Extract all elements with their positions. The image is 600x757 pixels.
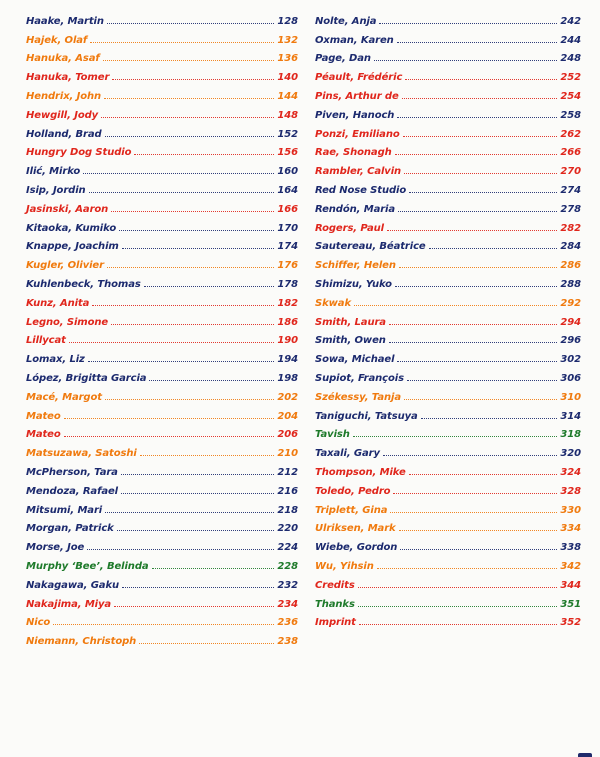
entry-name: Rogers, Paul <box>315 222 384 234</box>
entry-name: Kuhlenbeck, Thomas <box>26 278 141 290</box>
dot-leader <box>358 606 558 607</box>
dot-leader <box>403 136 558 137</box>
dot-leader <box>152 568 275 569</box>
entry-name: Hajek, Olaf <box>26 34 88 46</box>
entry-page-number: 244 <box>560 34 581 46</box>
entry-page-number: 278 <box>560 203 581 215</box>
entry-page-number: 254 <box>560 90 581 102</box>
entry-page-number: 351 <box>560 598 581 610</box>
entry-name: Triplett, Gina <box>315 504 388 516</box>
index-entry <box>26 102 298 121</box>
entry-page-number: 218 <box>277 504 298 516</box>
dot-leader <box>383 455 557 456</box>
entry-name: Péault, Frédéric <box>315 72 403 84</box>
index-entry <box>26 422 298 441</box>
entry-name: López, Brigitta Garcia <box>26 372 147 384</box>
entry-name: Smith, Owen <box>315 335 386 347</box>
index-entry <box>26 46 298 65</box>
dot-leader <box>64 436 275 437</box>
index-entry <box>315 591 581 610</box>
entry-page-number: 194 <box>277 354 298 366</box>
index-entry <box>26 215 298 234</box>
dot-leader <box>122 248 275 249</box>
entry-page-number: 270 <box>560 166 581 178</box>
dot-leader <box>405 79 557 80</box>
entry-name: Credits <box>315 579 355 591</box>
entry-name: Sautereau, Béatrice <box>315 241 426 253</box>
dot-leader <box>134 154 274 155</box>
dot-leader <box>103 60 275 61</box>
entry-page-number: 136 <box>277 53 298 65</box>
dot-leader <box>404 173 557 174</box>
entry-name: Hanuka, Asaf <box>26 53 100 65</box>
entry-name: Kugler, Olivier <box>26 260 104 272</box>
index-entry <box>315 309 581 328</box>
entry-name: Morgan, Patrick <box>26 523 114 535</box>
dot-leader <box>105 136 275 137</box>
entry-name: Knappe, Joachim <box>26 241 119 253</box>
entry-name: Kitaoka, Kumiko <box>26 222 117 234</box>
index-entry <box>315 440 581 459</box>
entry-name: Matsuzawa, Satoshi <box>26 448 137 460</box>
entry-name: Piven, Hanoch <box>315 109 395 121</box>
entry-page-number: 262 <box>560 128 581 140</box>
dot-leader <box>111 211 274 212</box>
dot-leader <box>101 117 274 118</box>
index-entry <box>315 534 581 553</box>
index-entry <box>315 346 581 365</box>
dot-leader <box>353 436 558 437</box>
index-entry <box>26 346 298 365</box>
entry-name: Niemann, Christoph <box>26 636 137 648</box>
entry-page-number: 266 <box>560 147 581 159</box>
dot-leader <box>69 342 275 343</box>
entry-page-number: 252 <box>560 72 581 84</box>
index-entry <box>315 271 581 290</box>
dot-leader <box>421 418 558 419</box>
entry-page-number: 286 <box>560 260 581 272</box>
entry-page-number: 302 <box>560 354 581 366</box>
dot-leader <box>139 643 274 644</box>
dot-leader <box>397 361 557 362</box>
index-entry <box>26 553 298 572</box>
dot-leader <box>429 248 558 249</box>
entry-page-number: 186 <box>277 316 298 328</box>
entry-page-number: 234 <box>277 598 298 610</box>
entry-page-number: 342 <box>560 560 581 572</box>
entry-page-number: 128 <box>277 15 298 27</box>
entry-page-number: 170 <box>277 222 298 234</box>
entry-name: Nakagawa, Gaku <box>26 579 120 591</box>
index-entry <box>26 196 298 215</box>
index-entry <box>26 234 298 253</box>
index-entry <box>26 516 298 535</box>
entry-page-number: 352 <box>560 617 581 629</box>
index-entry <box>26 534 298 553</box>
entry-page-number: 292 <box>560 297 581 309</box>
entry-page-number: 164 <box>277 184 298 196</box>
dot-leader <box>404 399 557 400</box>
entry-page-number: 318 <box>560 429 581 441</box>
dot-leader <box>121 493 274 494</box>
entry-page-number: 198 <box>277 372 298 384</box>
entry-page-number: 166 <box>277 203 298 215</box>
entry-name: Page, Dan <box>315 53 371 65</box>
index-entry <box>26 365 298 384</box>
entry-name: Hewgill, Jody <box>26 109 99 121</box>
index-entry <box>315 196 581 215</box>
entry-name: Holland, Brad <box>26 128 102 140</box>
dot-leader <box>379 23 557 24</box>
dot-leader <box>107 267 274 268</box>
index-entry <box>26 403 298 422</box>
entry-page-number: 258 <box>560 109 581 121</box>
entry-page-number: 224 <box>277 542 298 554</box>
dot-leader <box>399 530 558 531</box>
entry-name: Rendón, Maria <box>315 203 396 215</box>
entry-name: Nakajima, Miya <box>26 598 112 610</box>
dot-leader <box>90 42 274 43</box>
entry-name: Taniguchi, Tatsuya <box>315 410 418 422</box>
entry-name: Rambler, Calvin <box>315 166 402 178</box>
entry-page-number: 190 <box>277 335 298 347</box>
entry-page-number: 232 <box>277 579 298 591</box>
dot-leader <box>112 79 274 80</box>
dot-leader <box>149 380 274 381</box>
dot-leader <box>119 230 274 231</box>
entry-page-number: 306 <box>560 372 581 384</box>
entry-page-number: 176 <box>277 260 298 272</box>
dot-leader <box>402 98 558 99</box>
entry-name: Nico <box>26 617 51 629</box>
dot-leader <box>122 587 274 588</box>
entry-name: Mateo <box>26 429 61 441</box>
index-entry <box>315 384 581 403</box>
dot-leader <box>107 23 275 24</box>
entry-page-number: 344 <box>560 579 581 591</box>
entry-name: Ilić, Mirko <box>26 166 81 178</box>
entry-name: Ulriksen, Mark <box>315 523 396 535</box>
dot-leader <box>390 512 557 513</box>
index-entry <box>315 403 581 422</box>
index-entry <box>315 46 581 65</box>
index-entry <box>315 252 581 271</box>
entry-page-number: 324 <box>560 466 581 478</box>
dot-leader <box>374 60 557 61</box>
entry-name: Hungry Dog Studio <box>26 147 132 159</box>
entry-page-number: 242 <box>560 15 581 27</box>
entry-name: Wiebe, Gordon <box>315 542 398 554</box>
dot-leader <box>397 42 558 43</box>
index-entry <box>315 8 581 27</box>
index-entry <box>315 140 581 159</box>
index-entry <box>26 121 298 140</box>
dot-leader <box>409 192 557 193</box>
dot-leader <box>397 117 557 118</box>
index-entry <box>26 440 298 459</box>
dot-leader <box>407 380 557 381</box>
entry-page-number: 330 <box>560 504 581 516</box>
entry-name: Thompson, Mike <box>315 466 406 478</box>
dot-leader <box>389 342 558 343</box>
index-entry <box>26 497 298 516</box>
entry-name: Mateo <box>26 410 61 422</box>
index-entry <box>315 572 581 591</box>
index-entry <box>26 8 298 27</box>
entry-page-number: 284 <box>560 241 581 253</box>
entry-page-number: 212 <box>277 466 298 478</box>
entry-name: Isip, Jordin <box>26 184 86 196</box>
entry-name: Mendoza, Rafael <box>26 485 118 497</box>
entry-name: Lillycat <box>26 335 66 347</box>
entry-page-number: 328 <box>560 485 581 497</box>
entry-page-number: 338 <box>560 542 581 554</box>
entry-page-number: 248 <box>560 53 581 65</box>
entry-page-number: 160 <box>277 166 298 178</box>
dot-leader <box>354 305 557 306</box>
index-entry <box>315 27 581 46</box>
entry-name: Sowa, Michael <box>315 354 395 366</box>
entry-page-number: 132 <box>277 34 298 46</box>
dot-leader <box>121 474 275 475</box>
entry-page-number: 152 <box>277 128 298 140</box>
entry-page-number: 294 <box>560 316 581 328</box>
entry-page-number: 274 <box>560 184 581 196</box>
entry-name: Nolte, Anja <box>315 15 377 27</box>
index-entry <box>315 121 581 140</box>
entry-name: Thanks <box>315 598 355 610</box>
dot-leader <box>395 286 557 287</box>
dot-leader <box>87 549 274 550</box>
entry-name: Schiffer, Helen <box>315 260 396 272</box>
dot-leader <box>92 305 274 306</box>
dot-leader <box>144 286 275 287</box>
dot-leader <box>114 606 274 607</box>
entry-name: Hendrix, John <box>26 90 102 102</box>
index-entry <box>26 478 298 497</box>
dot-leader <box>359 624 558 625</box>
entry-page-number: 156 <box>277 147 298 159</box>
index-entry <box>26 271 298 290</box>
entry-page-number: 140 <box>277 72 298 84</box>
entry-page-number: 174 <box>277 241 298 253</box>
entry-name: Smith, Laura <box>315 316 386 328</box>
entry-page-number: 296 <box>560 335 581 347</box>
dot-leader <box>400 549 557 550</box>
entry-name: Kunz, Anita <box>26 297 90 309</box>
index-entry <box>315 422 581 441</box>
entry-name: Toledo, Pedro <box>315 485 391 497</box>
index-entry <box>315 516 581 535</box>
index-entry <box>315 328 581 347</box>
index-entry <box>26 328 298 347</box>
dot-leader <box>409 474 558 475</box>
entry-name: Jasinski, Aaron <box>26 203 109 215</box>
entry-name: Tavish <box>315 429 350 441</box>
entry-name: Hanuka, Tomer <box>26 72 110 84</box>
entry-name: Legno, Simone <box>26 316 109 328</box>
index-entry <box>26 64 298 83</box>
dot-leader <box>53 624 274 625</box>
index-entry <box>26 158 298 177</box>
dot-leader <box>105 399 274 400</box>
index-entry <box>315 177 581 196</box>
index-entry <box>26 309 298 328</box>
dot-leader <box>398 211 557 212</box>
entry-name: Morse, Joe <box>26 542 85 554</box>
entry-page-number: 288 <box>560 278 581 290</box>
entry-name: Székessy, Tanja <box>315 391 401 403</box>
dot-leader <box>88 361 275 362</box>
index-entry <box>26 27 298 46</box>
index-entry <box>26 252 298 271</box>
entry-name: Macé, Margot <box>26 391 102 403</box>
index-entry <box>26 628 298 647</box>
entry-page-number: 282 <box>560 222 581 234</box>
dot-leader <box>83 173 274 174</box>
index-entry <box>315 158 581 177</box>
entry-name: Red Nose Studio <box>315 184 407 196</box>
entry-name: Taxali, Gary <box>315 448 380 460</box>
dot-leader <box>111 324 274 325</box>
dot-leader <box>89 192 275 193</box>
index-entry <box>26 459 298 478</box>
entry-name: Haake, Martin <box>26 15 104 27</box>
entry-name: Mitsumi, Mari <box>26 504 103 516</box>
dot-leader <box>105 512 274 513</box>
index-entry <box>315 102 581 121</box>
entry-page-number: 202 <box>277 391 298 403</box>
entry-page-number: 238 <box>277 636 298 648</box>
entry-name: Skwak <box>315 297 351 309</box>
index-entry <box>26 384 298 403</box>
dot-leader <box>64 418 275 419</box>
entry-name: McPherson, Tara <box>26 466 118 478</box>
index-entry <box>26 177 298 196</box>
index-entry <box>315 478 581 497</box>
index-entry <box>26 591 298 610</box>
entry-page-number: 220 <box>277 523 298 535</box>
entry-name: Lomax, Liz <box>26 354 85 366</box>
dot-leader <box>387 230 557 231</box>
page-edge-mark <box>578 753 592 757</box>
index-entry <box>315 215 581 234</box>
entry-name: Wu, Yihsin <box>315 560 374 572</box>
entry-page-number: 314 <box>560 410 581 422</box>
dot-leader <box>389 324 557 325</box>
entry-page-number: 210 <box>277 448 298 460</box>
dot-leader <box>399 267 558 268</box>
dot-leader <box>393 493 557 494</box>
entry-page-number: 178 <box>277 278 298 290</box>
entry-page-number: 182 <box>277 297 298 309</box>
index-entry <box>315 553 581 572</box>
entry-page-number: 144 <box>277 90 298 102</box>
entry-page-number: 334 <box>560 523 581 535</box>
dot-leader <box>358 587 558 588</box>
index-entry <box>315 459 581 478</box>
entry-name: Pins, Arthur de <box>315 90 399 102</box>
dot-leader <box>117 530 275 531</box>
index-entry <box>315 83 581 102</box>
entry-name: Imprint <box>315 617 356 629</box>
dot-leader <box>104 98 274 99</box>
entry-name: Supiot, François <box>315 372 404 384</box>
entry-page-number: 204 <box>277 410 298 422</box>
entry-name: Shimizu, Yuko <box>315 278 392 290</box>
entry-page-number: 236 <box>277 617 298 629</box>
index-entry <box>26 83 298 102</box>
index-entry <box>315 290 581 309</box>
index-column-right <box>315 8 581 628</box>
entry-page-number: 310 <box>560 391 581 403</box>
index-entry <box>315 234 581 253</box>
dot-leader <box>395 154 558 155</box>
dot-leader <box>377 568 558 569</box>
index-entry <box>315 365 581 384</box>
entry-page-number: 148 <box>277 109 298 121</box>
entry-page-number: 216 <box>277 485 298 497</box>
entry-name: Rae, Shonagh <box>315 147 392 159</box>
entry-name: Oxman, Karen <box>315 34 394 46</box>
index-entry <box>26 572 298 591</box>
entry-page-number: 228 <box>277 560 298 572</box>
index-entry <box>26 610 298 629</box>
entry-page-number: 320 <box>560 448 581 460</box>
entry-name: Murphy ‘Bee’, Belinda <box>26 560 149 572</box>
entry-page-number: 206 <box>277 429 298 441</box>
index-entry <box>26 140 298 159</box>
index-entry <box>315 64 581 83</box>
dot-leader <box>140 455 275 456</box>
index-entry <box>26 290 298 309</box>
index-entry <box>315 610 581 629</box>
index-column-left <box>26 8 298 647</box>
index-entry <box>315 497 581 516</box>
entry-name: Ponzi, Emiliano <box>315 128 400 140</box>
